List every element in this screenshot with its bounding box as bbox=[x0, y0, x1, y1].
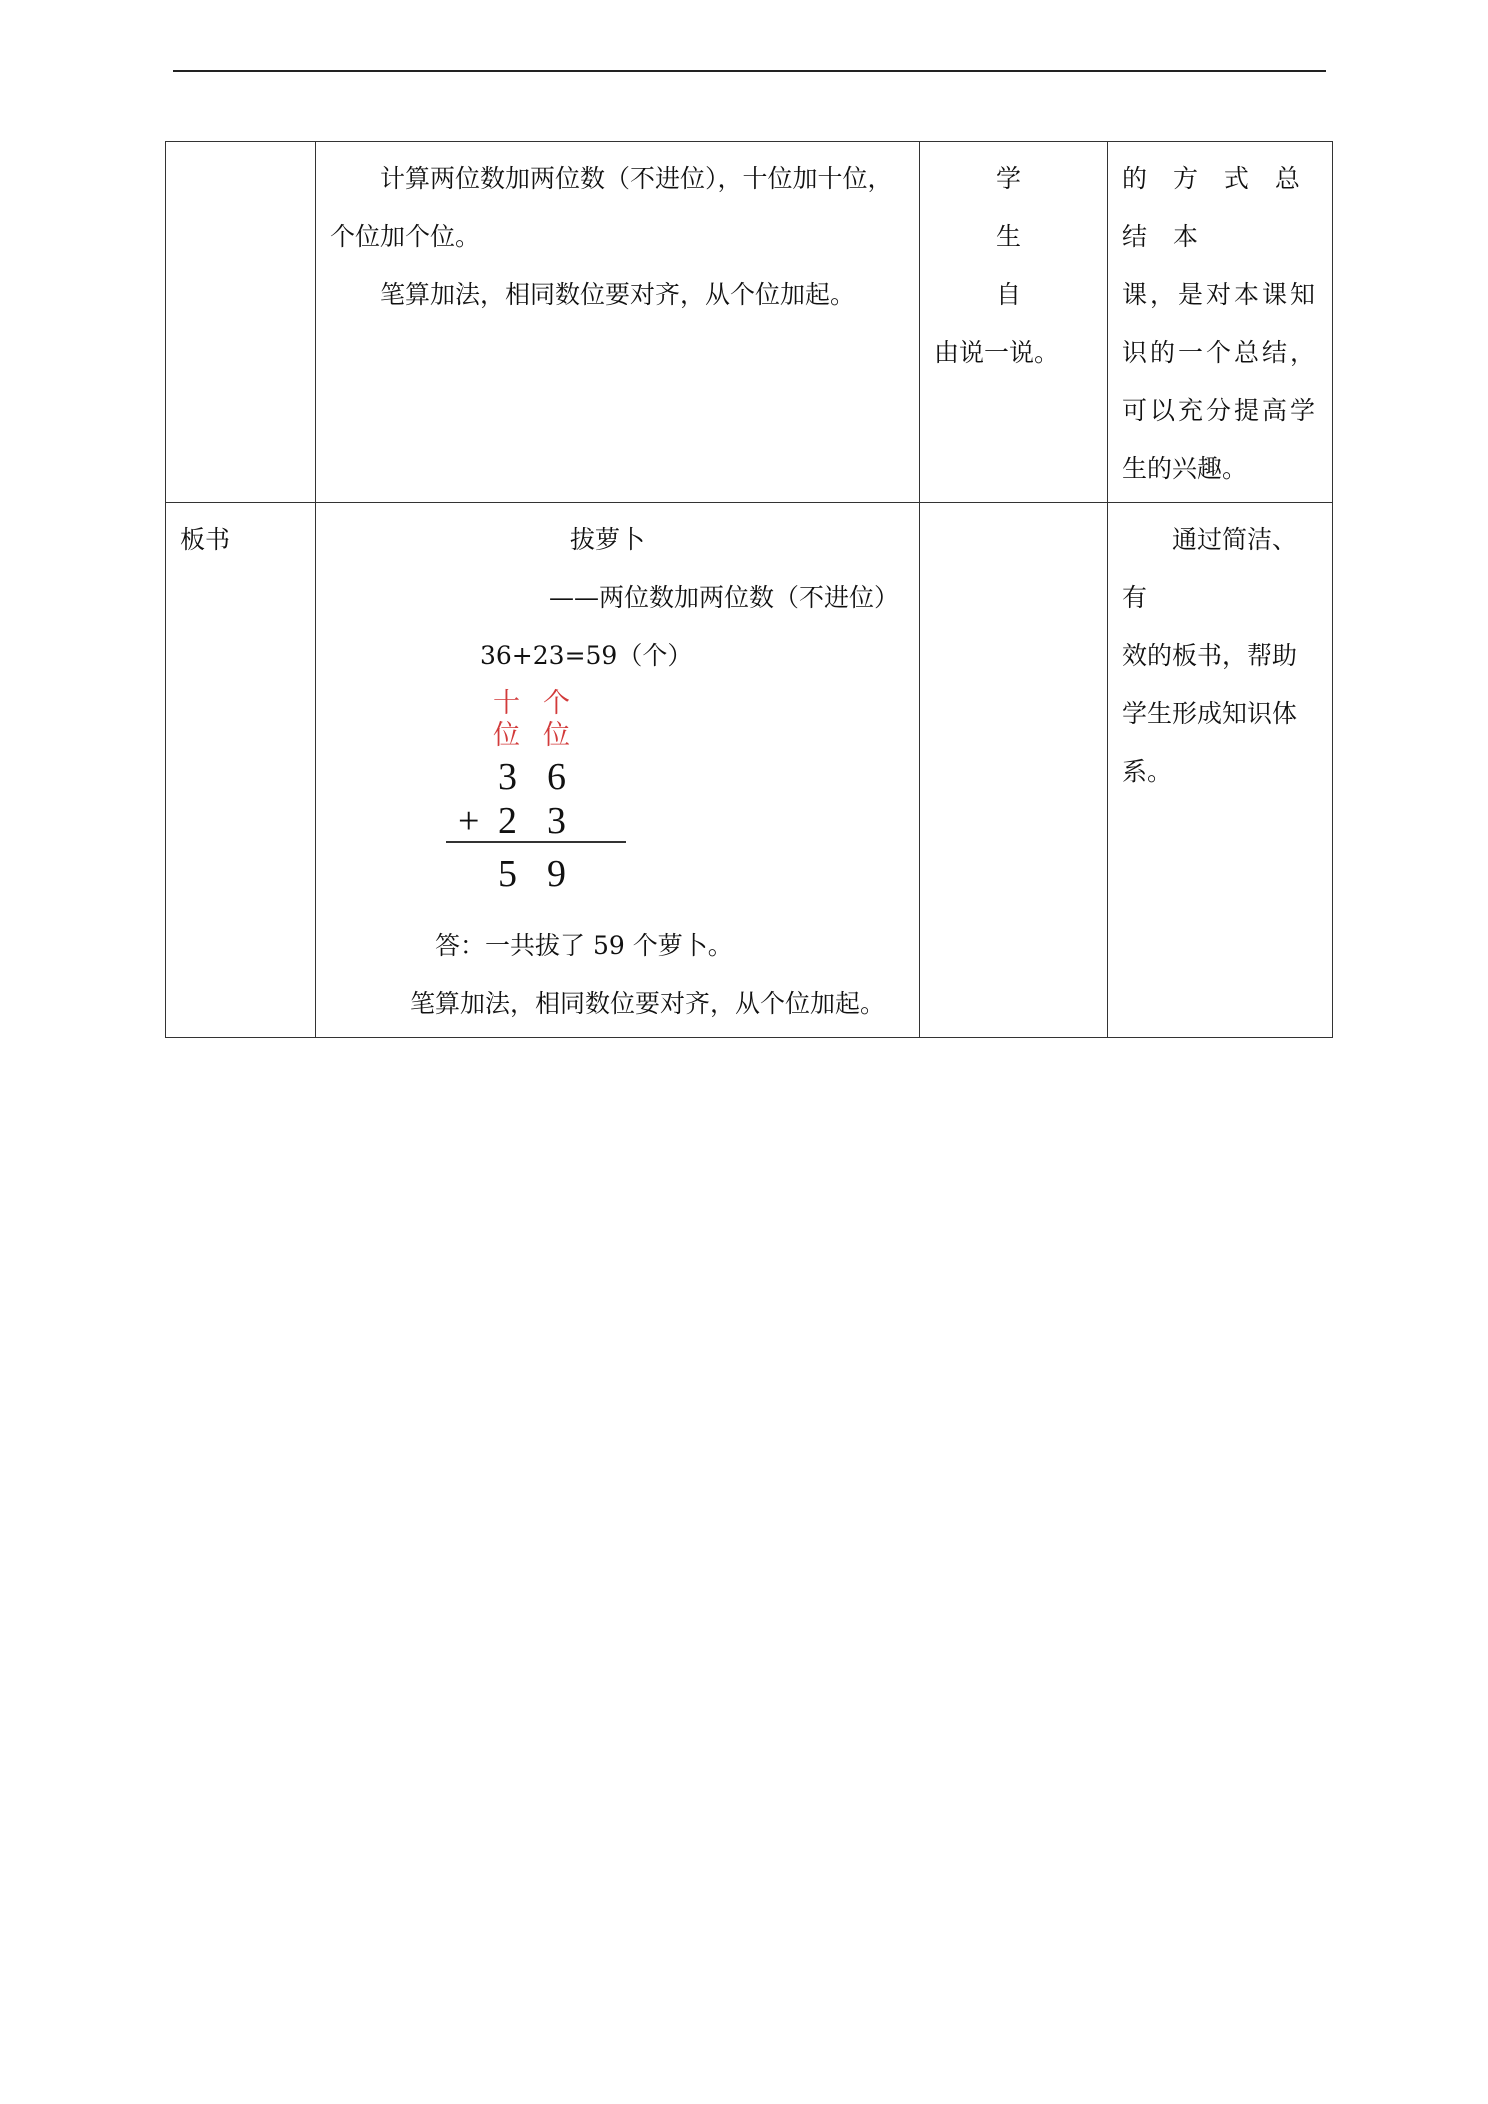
tens-label-top: 十 bbox=[493, 688, 520, 719]
summary-row bbox=[166, 142, 1333, 503]
header-rule bbox=[173, 70, 1326, 72]
board-purpose-line-3: 学生形成知识体 bbox=[1122, 699, 1298, 728]
sum-tens-digit: 5 bbox=[498, 853, 517, 895]
board-rule: 笔算加法，相同数位要对齐，从个位加起。 bbox=[410, 989, 886, 1018]
purpose-line-2: 课，是对本课知 bbox=[1122, 280, 1319, 309]
summary-label-cell bbox=[166, 142, 316, 503]
board-title: 拔萝卜 bbox=[569, 525, 645, 554]
lesson-plan-table bbox=[165, 141, 1333, 1038]
tens-label-bottom: 位 bbox=[493, 720, 520, 751]
board-purpose-cell bbox=[1108, 503, 1333, 1038]
board-purpose-line-2: 效的板书，帮助 bbox=[1122, 641, 1298, 670]
sum-line bbox=[446, 841, 626, 843]
summary-line-3: 笔算加法，相同数位要对齐，从个位加起。 bbox=[380, 280, 856, 309]
board-purpose-line-4: 系。 bbox=[1122, 757, 1173, 786]
board-writing-row bbox=[166, 503, 1333, 1038]
addend2-ones-digit: 3 bbox=[547, 800, 566, 842]
summary-student-cell bbox=[920, 142, 1108, 503]
sum-ones-digit: 9 bbox=[547, 853, 566, 895]
student-activity-line-1: 学 生 自 bbox=[996, 164, 1036, 309]
purpose-line-5: 生的兴趣。 bbox=[1122, 454, 1248, 483]
board-purpose-line-1: 通过简洁、有 bbox=[1122, 525, 1298, 612]
summary-line-2: 个位加个位。 bbox=[330, 222, 481, 251]
board-equation: 36+23=59（个） bbox=[480, 641, 693, 670]
addend2-tens-digit: 2 bbox=[498, 800, 517, 842]
board-answer: 答：一共拔了 59 个萝卜。 bbox=[435, 931, 733, 960]
addend1-tens-digit: 3 bbox=[498, 756, 517, 798]
plus-sign: + bbox=[458, 800, 480, 842]
board-content-cell bbox=[316, 503, 920, 1038]
board-label-cell bbox=[166, 503, 316, 1038]
vertical-addition bbox=[330, 685, 905, 917]
board-label: 板书 bbox=[180, 525, 231, 554]
summary-content-cell bbox=[316, 142, 920, 503]
student-activity-line-2: 由说一说。 bbox=[934, 338, 1060, 367]
board-student-cell bbox=[920, 503, 1108, 1038]
addend1-ones-digit: 6 bbox=[547, 756, 566, 798]
ones-label-top: 个 bbox=[543, 688, 570, 719]
purpose-line-1: 的 方 式 总 结 本 bbox=[1122, 164, 1309, 251]
purpose-line-3: 识的一个总结， bbox=[1122, 338, 1319, 367]
summary-purpose-cell bbox=[1108, 142, 1333, 503]
purpose-line-4: 可以充分提高学 bbox=[1122, 396, 1319, 425]
summary-line-1: 计算两位数加两位数（不进位），十位加十位， bbox=[380, 164, 893, 193]
board-subtitle: ——两位数加两位数（不进位） bbox=[548, 583, 899, 612]
ones-label-bottom: 位 bbox=[543, 720, 570, 751]
